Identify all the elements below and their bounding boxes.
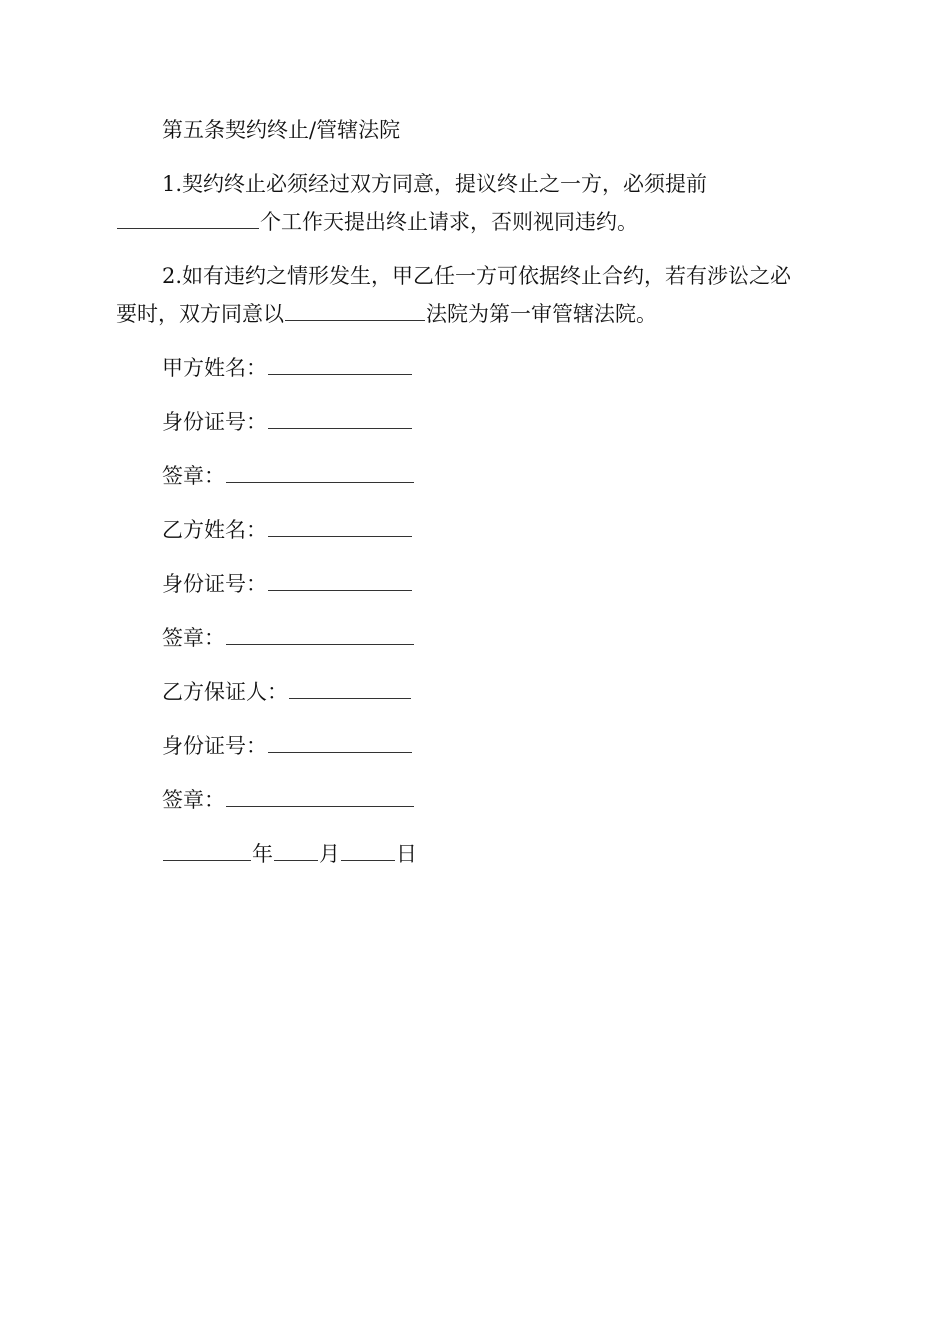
month-blank[interactable] [274,840,318,861]
article-heading [162,116,400,144]
party-a-seal-row [162,462,415,490]
party-a-seal-blank[interactable] [226,462,414,483]
day-label: 日 [396,842,417,866]
clause-1-line-1 [162,170,707,198]
party-b-name-blank[interactable] [268,516,412,537]
clause-1-text-cont: 个工作天提出终止请求，否则视同违约。 [260,210,638,234]
guarantor-seal-label: 签章： [162,788,225,812]
party-b-seal-row [162,624,415,652]
guarantor-id-label: 身份证号： [162,734,267,758]
party-a-id-row [162,408,413,436]
guarantor-seal-blank[interactable] [226,786,414,807]
clause-2-line-1 [162,262,791,290]
court-name-blank[interactable] [285,300,425,321]
day-blank[interactable] [341,840,395,861]
party-b-seal-blank[interactable] [226,624,414,645]
date-row [162,840,417,868]
article-heading-text: 第五条契约终止/管辖法院 [162,118,401,142]
year-label: 年 [252,842,273,866]
party-b-id-blank[interactable] [268,570,412,591]
party-a-id-label: 身份证号： [162,410,267,434]
clause-2-line-2 [116,300,657,328]
year-blank[interactable] [163,840,251,861]
party-b-name-label: 乙方姓名： [162,518,267,542]
guarantor-name-row [162,678,412,706]
party-a-name-row [162,354,413,382]
guarantor-seal-row [162,786,415,814]
notice-days-blank[interactable] [117,208,259,229]
clause-2-text: 2.如有违约之情形发生，甲乙任一方可依据终止合约，若有涉讼之必 [162,264,792,288]
party-b-id-row [162,570,413,598]
clause-2-text-before: 要时，双方同意以 [116,302,284,326]
party-a-seal-label: 签章： [162,464,225,488]
party-a-name-blank[interactable] [268,354,412,375]
month-label: 月 [319,842,340,866]
guarantor-id-blank[interactable] [268,732,412,753]
party-b-id-label: 身份证号： [162,572,267,596]
party-b-seal-label: 签章： [162,626,225,650]
guarantor-name-blank[interactable] [289,678,411,699]
clause-2-text-after: 法院为第一审管辖法院。 [426,302,657,326]
party-a-name-label: 甲方姓名： [162,356,267,380]
clause-1-line-2 [116,208,638,236]
party-a-id-blank[interactable] [268,408,412,429]
party-b-name-row [162,516,413,544]
guarantor-name-label: 乙方保证人： [162,680,288,704]
guarantor-id-row [162,732,413,760]
clause-1-text: 1.契约终止必须经过双方同意，提议终止之一方，必须提前 [162,172,708,196]
